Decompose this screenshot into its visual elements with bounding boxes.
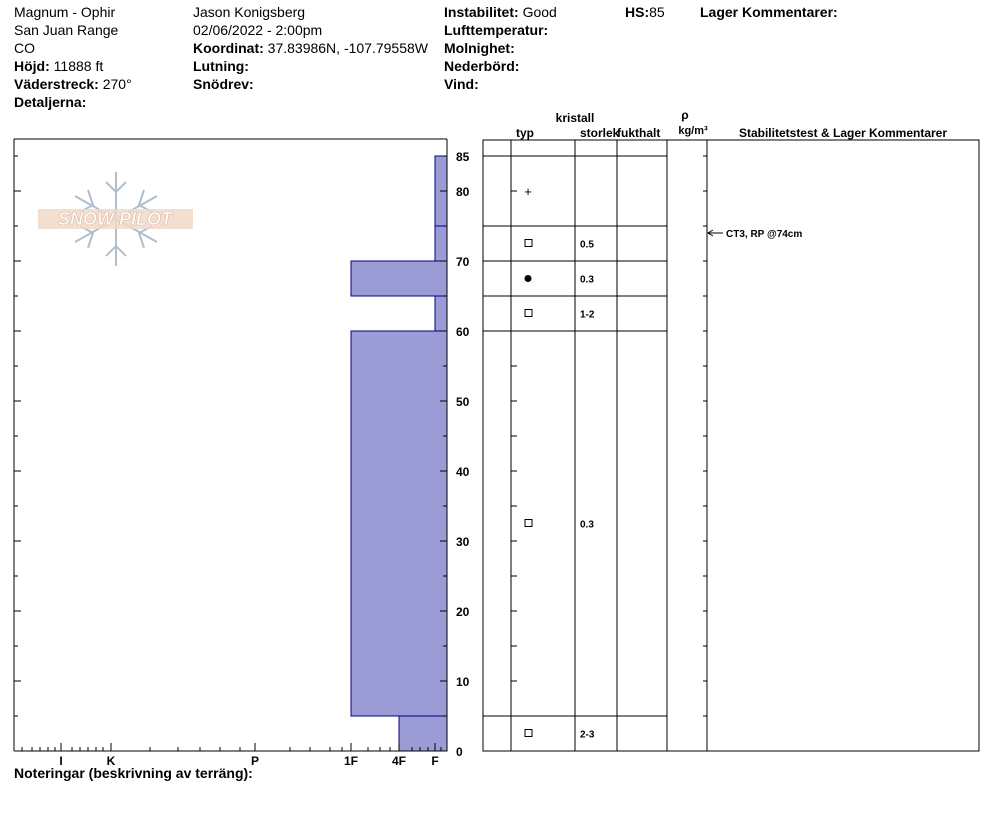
y-tick-label: 30	[456, 535, 470, 549]
grain-size-0: 2-3	[580, 729, 595, 741]
grain-symbol-2	[525, 310, 532, 317]
hardness-tick-label: 1F	[343, 754, 359, 768]
precip-label: Nederbörd:	[444, 58, 520, 74]
hardness-tick-label: K	[106, 754, 116, 768]
observation-datetime: 02/06/2022 - 2:00pm	[193, 22, 323, 38]
grain-size-1: 0.3	[580, 519, 594, 531]
hardness-bar-3	[351, 261, 447, 296]
state-name: CO	[14, 40, 35, 56]
y-tick-label: 0	[456, 745, 463, 759]
hs-value: 85	[649, 4, 665, 20]
hardness-tick-label: F	[431, 754, 439, 768]
header-type: typ	[516, 126, 534, 140]
y-tick-label: 85	[456, 150, 470, 164]
elevation-label: Höjd:	[14, 58, 50, 74]
coord-label: Koordinat:	[193, 40, 264, 56]
notes-label: Noteringar (beskrivning av terräng):	[14, 765, 253, 781]
hs-label: HS:	[625, 4, 650, 20]
grain-size-4: 0.5	[580, 239, 594, 251]
logo-text: SNOW PILOT	[58, 209, 172, 229]
y-tick-label: 50	[456, 395, 470, 409]
hardness-tick-label: I	[59, 754, 63, 768]
table-headers	[516, 108, 947, 140]
grain-size-2: 1-2	[580, 309, 595, 321]
header-crystal: kristall	[555, 111, 595, 125]
details-label: Detaljerna:	[14, 94, 87, 110]
aspect-label: Väderstreck:	[14, 76, 99, 92]
wind-label: Vind:	[444, 76, 479, 92]
y-tick-label: 20	[456, 605, 470, 619]
elevation-value: 11888 ft	[53, 58, 104, 74]
airtemp-label: Lufttemperatur:	[444, 22, 549, 38]
hardness-tick-label: P	[250, 754, 260, 768]
hardness-bar-0	[399, 716, 447, 751]
grain-symbol-1	[525, 520, 532, 527]
y-tick-label: 10	[456, 675, 470, 689]
aspect-value: 270°	[102, 76, 132, 92]
grain-symbol-5: +	[524, 184, 532, 199]
y-tick-label: 60	[456, 325, 470, 339]
hardness-bar-4	[435, 226, 447, 261]
range-name: San Juan Range	[14, 22, 119, 38]
layer-comments-label: Lager Kommentarer:	[700, 4, 838, 20]
location-name: Magnum - Ophir	[14, 4, 116, 20]
snowdrift-label: Snödrev:	[193, 76, 254, 92]
layer-table	[483, 140, 979, 751]
observer-name: Jason Konigsberg	[193, 4, 306, 20]
hardness-bar-1	[351, 331, 447, 716]
hardness-layers	[351, 156, 447, 751]
coord-value: 37.83986N, -107.79558W	[267, 40, 428, 56]
y-tick-label: 40	[456, 465, 470, 479]
grain-size-3: 0.3	[580, 274, 594, 286]
instability-label: Instabilitet:	[444, 4, 519, 20]
grain-symbol-0	[525, 730, 532, 737]
hardness-bar-2	[435, 296, 447, 331]
header-size: storlek	[580, 126, 620, 140]
header-stability: Stabilitetstest & Lager Kommentarer	[738, 126, 948, 140]
header-moisture: fukthalt	[617, 126, 661, 140]
snowpilot-logo	[38, 172, 193, 266]
y-tick-label: 80	[456, 185, 470, 199]
slope-label: Lutning:	[193, 58, 249, 74]
instability-value: Good	[522, 4, 557, 20]
header-density-unit: kg/m³	[678, 125, 708, 137]
y-tick-label: 70	[456, 255, 470, 269]
grain-symbol-3	[525, 275, 532, 282]
cloud-label: Molnighet:	[444, 40, 515, 56]
hardness-tick-label: 4F	[391, 754, 407, 768]
test-result-0: CT3, RP @74cm	[726, 229, 803, 240]
grain-symbol-4	[525, 240, 532, 247]
header-rho: ρ	[681, 108, 689, 122]
